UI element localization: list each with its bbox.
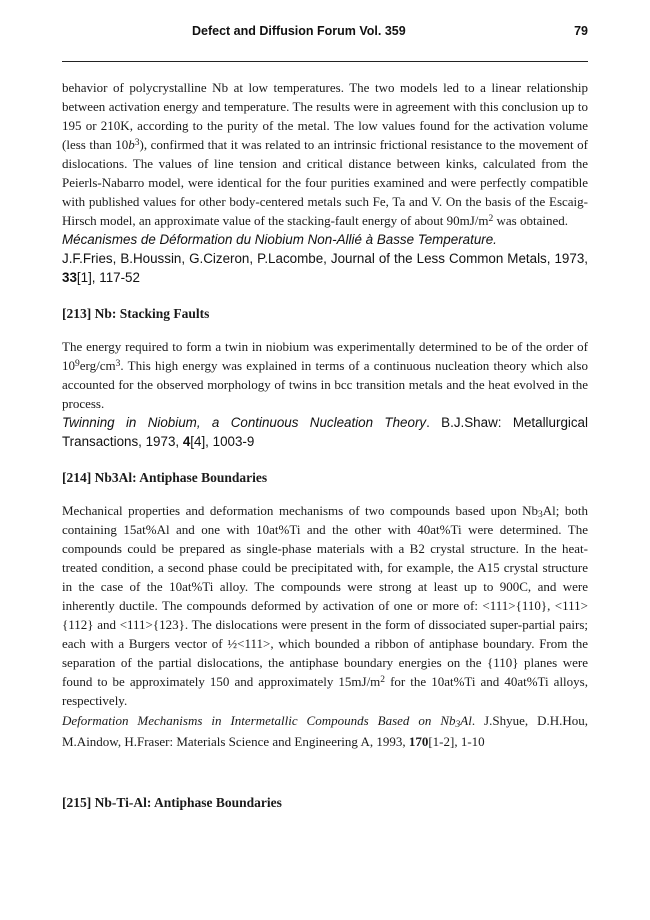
paragraph-nb-low-temperature: behavior of polycrystalline Nb at low temperatures. The two models led to a linear relationship between activation energy and temperature. The results were in agreement with this conclusion up to 195 or 210K, according to the purity of the metal. The low values found for the activation volume (less than $10b^3$), confirmed that it was related to an intrinsic frictional resistance to the movement of dislocations. The values of line tension and critical distance between kinks, calculated from the Peierls-Nabarro model, were identical for the four purities examined and were perfectly compatible with published values for other body-centered metals such Fe, Ta and V. On the basis of the Escaig-Hirsch model, an approximate value of the stacking-fault energy of about $90mJ/m^2$ was obtained.	[62, 80, 588, 228]
section-heading-214: [214] Nb3Al: Antiphase Boundaries	[62, 470, 268, 485]
reference-214: Deformation Mechanisms in Intermetallic Compounds Based on $Nb_3Al$. J.Shyue, D.H.Hou, M.Aindow, H.Fraser: Materials Science and Engineering A, 1993, 170[1-2], 1-10	[62, 713, 588, 749]
reference-title: Twinning in Niobium, a Continuous Nucleation Theory	[62, 415, 427, 430]
paragraph-stacking-faults: The energy required to form a twin in niobium was experimentally determined to be of the order of $10^9erg/cm^3$. This high energy was explained in terms of a continuous nucleation theory which also accounted for the observed morphology of twins in bcc transition metals and the heat evolved in the process.	[62, 339, 588, 411]
reference-title: Deformation Mechanisms in Intermetallic Compounds Based on $Nb_3Al$	[62, 713, 472, 730]
header-rule	[62, 61, 588, 62]
reference-212: Mécanismes de Déformation du Niobium Non-Allié à Basse Temperature. J.F.Fries, B.Houssin, G.Cizeron, P.Lacombe, Journal of the Less Common Metals, 1973, 33[1], 117-52	[62, 232, 588, 285]
journal-title: Defect and Diffusion Forum Vol. 359	[192, 24, 406, 38]
reference-title: Mécanismes de Déformation du Niobium Non-Allié à Basse Temperature.	[62, 232, 497, 247]
section-heading-215: [215] Nb-Ti-Al: Antiphase Boundaries	[62, 795, 282, 810]
page-number: 79	[574, 24, 588, 38]
page-body	[62, 78, 588, 812]
section-heading-213: [213] Nb: Stacking Faults	[62, 306, 210, 321]
reference-213: Twinning in Niobium, a Continuous Nucleation Theory. B.J.Shaw: Metallurgical Transactions, 1973, 4[4], 1003-9	[62, 415, 588, 449]
paragraph-antiphase-boundaries: Mechanical properties and deformation mechanisms of two compounds based upon $Nb_3Al$; both containing 15at%Al and one with 10at%Ti and the other with 40at%Ti were determined. The compounds could be prepared as single-phase materials with a B2 crystal structure. In the heat-treated condition, a second phase could be precipitated with, for example, the A15 crystal structure in the case of the 10at%Ti alloy. The compounds were strong at least up to 900C, and were inherently ductile. The compounds deformed by activation of one or more of: <111>{110}, <111>{112} and <111>{123}. The dislocations were present in the form of dissociated super-partial pairs; each with a Burgers vector of ½<111>, which bounded a ribbon of antiphase boundary. From the separation of the partial dislocations, the antiphase boundary energies on the {110} planes were found to be approximately 150 and approximately $15mJ/m^2$ for the 10at%Ti and 40at%Ti alloys, respectively.	[62, 503, 588, 708]
